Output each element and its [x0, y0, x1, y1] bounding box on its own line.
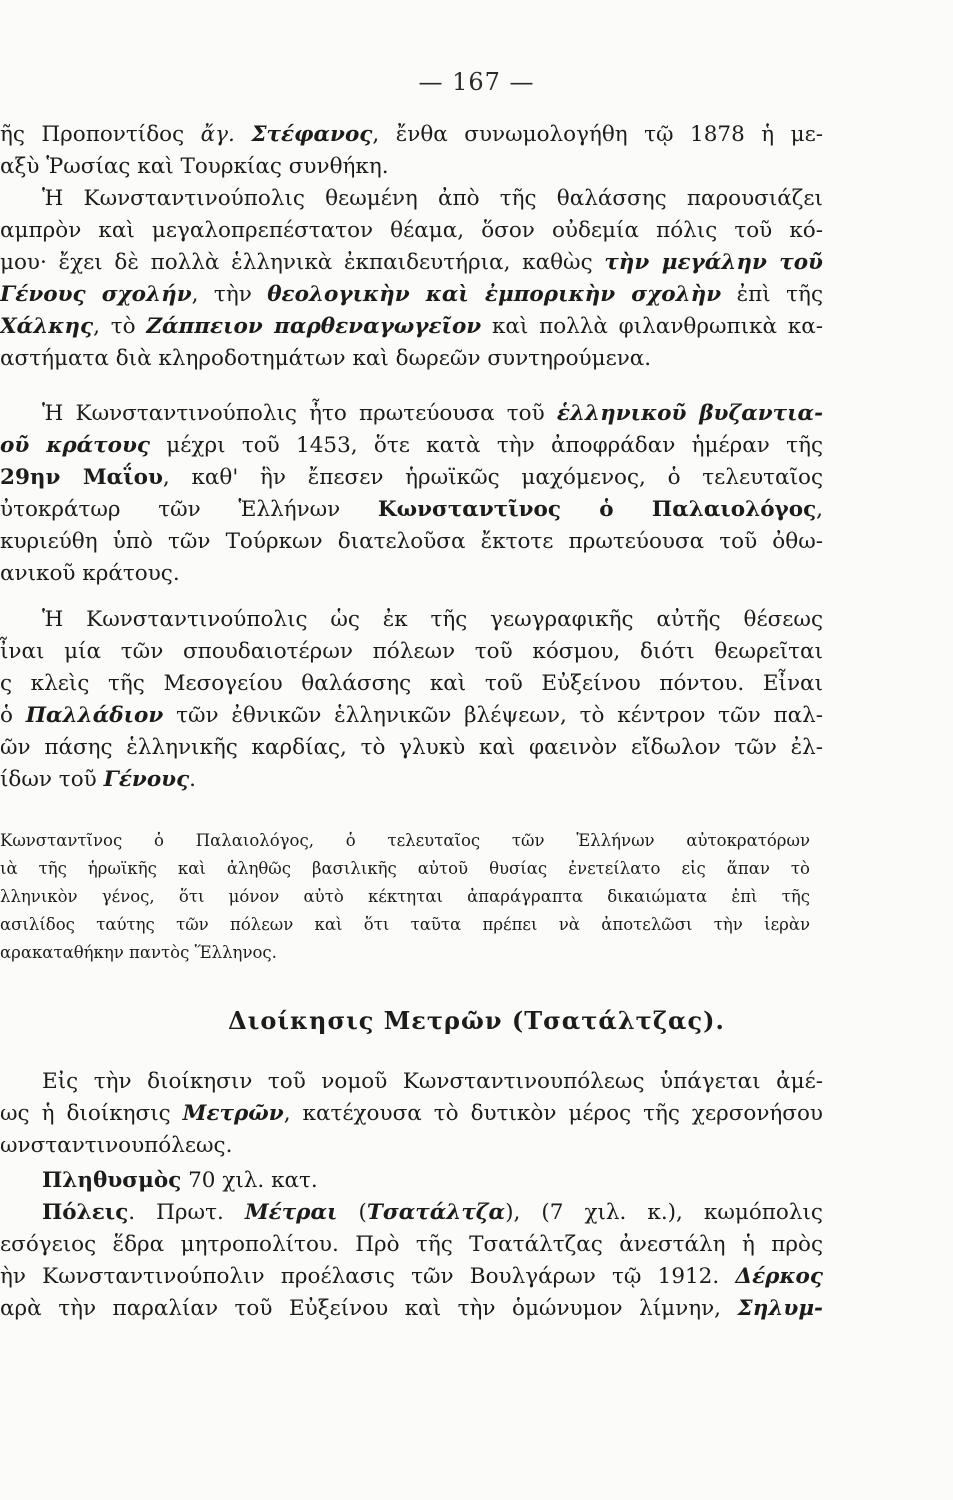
emphasized-text: Τσατάλτζα [366, 1200, 506, 1225]
text-line: 29ην Μαΐου, καθ' ἣν ἔπεσεν ἡρωϊκῶς μαχόμενος, ὁ τελευταῖος [0, 465, 823, 490]
emphasized-text: θεολογικὴν καὶ ἐμπορικὴν σχολὴν [267, 282, 722, 307]
footnote-line: Κωνσταντῖνος ὁ Παλαιολόγος, ὁ τελευταῖος τῶν Ἑλλήνων αὐτοκρατόρων [0, 831, 810, 850]
text-line: ῆς Προποντίδος ἄγ. Στέφανος, ἔνθα συνωμολογήθη τῷ 1878 ἡ με- [0, 122, 823, 147]
emphasized-text: Κωνσταντῖνος ὁ Παλαιολόγος [377, 497, 817, 522]
text-line: αξὺ Ῥωσίας καὶ Τουρκίας συνθήκη. [0, 154, 389, 179]
emphasized-text: Πόλεις [42, 1200, 129, 1225]
page-number: — 167 — [418, 68, 535, 96]
text-line: ανικοῦ κράτους. [0, 561, 180, 586]
paragraph-1 [0, 119, 823, 183]
paragraph-5 [0, 1066, 823, 1162]
text-line: ἶναι μία τῶν σπουδαιοτέρων πόλεων τοῦ κόσμου, διότι θεωρεῖται [0, 639, 823, 664]
emphasized-text: τὴν μεγάλην τοῦ [604, 250, 823, 275]
text-line: ωνσταντινουπόλεως. [0, 1133, 233, 1158]
emphasized-text: Μέτραι [244, 1200, 338, 1225]
text-line: ς κλεὶς τῆς Μεσογείου θαλάσσης καὶ τοῦ Εὐξείνου πόντου. Εἶναι [0, 671, 823, 696]
text-line: αστήματα διὰ κληροδοτημάτων καὶ δωρεῶν συντηρούμενα. [0, 346, 652, 371]
text-line: Ἡ Κωνσταντινούπολις θεωμένη ἀπὸ τῆς θαλάσσης παρουσιάζει [42, 186, 823, 211]
text-line: Πόλεις. Πρωτ. Μέτραι (Τσατάλτζα), (7 χιλ. κ.), κωμόπολις [42, 1200, 823, 1225]
text-line: Γένους σχολήν, τὴν θεολογικὴν καὶ ἐμπορικὴν σχολὴν ἐπὶ τῆς [0, 282, 823, 307]
statistics-paragraph [0, 1165, 823, 1325]
text-line: ὐτοκράτωρ τῶν Ἑλλήνων Κωνσταντῖνος ὁ Παλαιολόγος, [0, 497, 823, 522]
text-line: κυριεύθη ὑπὸ τῶν Τούρκων διατελοῦσα ἔκτοτε πρωτεύουσα τοῦ ὀθω- [0, 529, 823, 554]
emphasized-text: Παλλάδιον [25, 703, 164, 728]
footnote-line: ασιλίδος ταύτης τῶν πόλεων καὶ ὅτι ταῦτα πρέπει νὰ ἀποτελῶσι τὴν ἱερὰν [0, 915, 810, 934]
text-line: ὁ Παλλάδιον τῶν ἐθνικῶν ἑλληνικῶν βλέψεων, τὸ κέντρον τῶν παλ- [0, 703, 823, 728]
text-line: Χάλκης, τὸ Ζάππειον παρθεναγωγεῖον καὶ πολλὰ φιλανθρωπικὰ κα- [0, 314, 823, 339]
emphasized-text: Γένους σχολήν [0, 282, 192, 307]
paragraph-2 [0, 183, 823, 375]
text-line: οῦ κράτους μέχρι τοῦ 1453, ὅτε κατὰ τὴν ἀποφράδαν ἡμέραν τῆς [0, 433, 823, 458]
text-line: Εἰς τὴν διοίκησιν τοῦ νομοῦ Κωνσταντινουπόλεως ὑπάγεται ἀμέ- [42, 1069, 823, 1094]
text-line: Ἡ Κωνσταντινούπολις ὡς ἐκ τῆς γεωγραφικῆς αὐτῆς θέσεως [42, 607, 823, 632]
emphasized-text: Σηλυμ- [737, 1296, 823, 1321]
emphasized-text: Μετρῶν [182, 1101, 284, 1126]
text-line: ῶν πάσης ἑλληνικῆς καρδίας, τὸ γλυκὺ καὶ φαεινὸν εἴδωλον τῶν ἐλ- [0, 735, 823, 760]
emphasized-text: Δέρκος [735, 1264, 823, 1289]
text-line: ως ἡ διοίκησις Μετρῶν, κατέχουσα τὸ δυτικὸν μέρος τῆς χερσονήσου [0, 1101, 823, 1126]
emphasized-text: ἄγ. [200, 122, 252, 147]
text-line: αμπρὸν καὶ μεγαλοπρεπέστατον θέαμα, ὅσον οὐδεμία πόλις τοῦ κό- [0, 218, 823, 243]
footnote-line: ιὰ τῆς ἡρωϊκῆς καὶ ἀληθῶς βασιλικῆς αὐτοῦ θυσίας ἐνετείλατο εἰς ἅπαν τὸ [0, 859, 810, 878]
emphasized-text: 29ην Μαΐου [0, 465, 163, 490]
text-line: ίδων τοῦ Γένους. [0, 767, 197, 792]
emphasized-text: Γένους [103, 767, 190, 792]
text-line: εσόγειος ἕδρα μητροπολίτου. Πρὸ τῆς Τσατάλτζας ἀνεστάλη ἡ πρὸς [0, 1232, 823, 1257]
emphasized-text: Ζάππειον παρθεναγωγεῖον [146, 314, 482, 339]
emphasized-text: Στέφανος [251, 122, 373, 147]
emphasized-text: οῦ κράτους [0, 433, 150, 458]
text-line: αρὰ τὴν παραλίαν τοῦ Εὐξείνου καὶ τὴν ὁμώνυμον λίμνην, Σηλυμ- [0, 1296, 823, 1321]
emphasized-text: ἑλληνικοῦ βυζαντια- [556, 401, 823, 426]
text-line: μου· ἔχει δὲ πολλὰ ἑλληνικὰ ἐκπαιδευτήρια, καθὼς τὴν μεγάλην τοῦ [0, 250, 823, 275]
emphasized-text: Χάλκης [0, 314, 94, 339]
section-heading: Διοίκησις Μετρῶν (Τσατάλτζας). [228, 1006, 725, 1035]
paragraph-4 [0, 604, 823, 796]
text-line: ὴν Κωνσταντινούπολιν προέλασις τῶν Βουλγάρων τῷ 1912. Δέρκος [0, 1264, 823, 1289]
footnote-line: λληνικὸν γένος, ὅτι μόνον αὐτὸ κέκτηται ἀπαράγραπτα δικαιώματα ἐπὶ τῆς [0, 887, 810, 906]
paragraph-3 [0, 398, 823, 590]
text-line: Πληθυσμὸς 70 χιλ. κατ. [42, 1168, 318, 1193]
footnote [0, 827, 810, 967]
emphasized-text: Πληθυσμὸς [42, 1168, 182, 1193]
footnote-line: αρακαταθήκην παντὸς Ἕλληνος. [0, 943, 277, 962]
text-line: Ἡ Κωνσταντινούπολις ἦτο πρωτεύουσα τοῦ ἑλληνικοῦ βυζαντια- [42, 401, 823, 426]
